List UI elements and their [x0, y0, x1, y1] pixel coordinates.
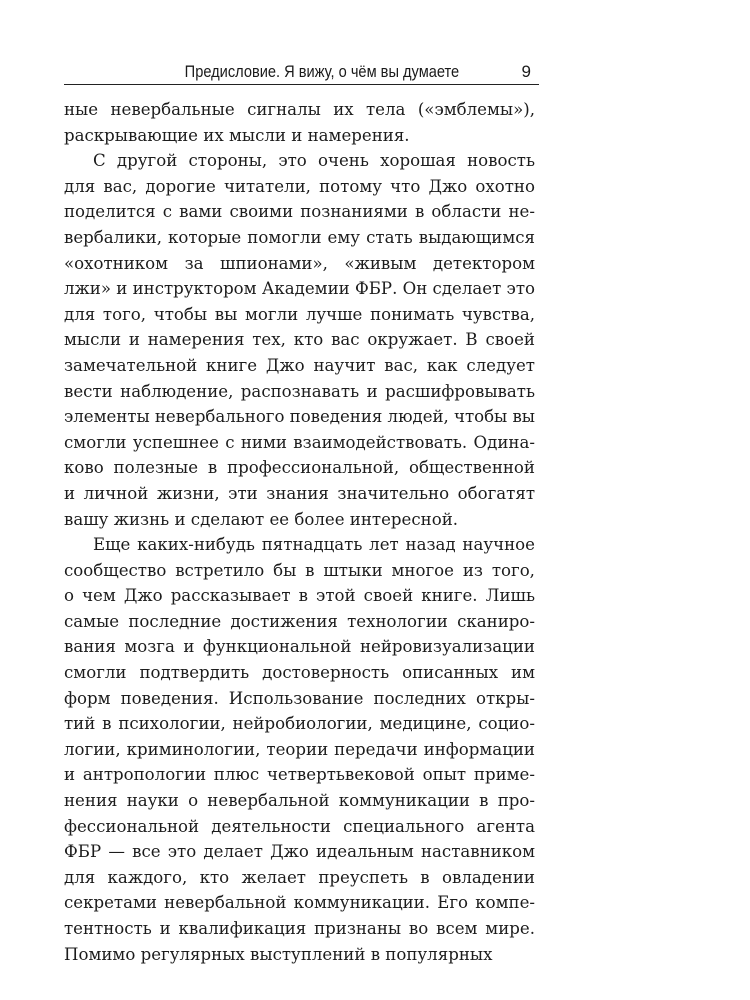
text-line: С другой стороны, это очень хорошая новость: [93, 151, 535, 171]
text-line: вания мозга и функциональной нейровизуализации: [64, 637, 535, 657]
text-line: раскрывающие их мысли и намерения.: [64, 125, 410, 145]
page-number: 9: [521, 62, 531, 81]
text-line: смогли подтвердить достоверность описанных им: [64, 663, 535, 683]
text-line: вербалики, которые помогли ему стать выдающимся: [64, 227, 536, 247]
text-line: и антропологии плюс четвертьвековой опыт приме-: [64, 765, 535, 785]
text-line: форм поведения. Использование последних откры-: [64, 688, 535, 708]
running-title: Предисловие. Я вижу, о чём вы думаете: [184, 62, 459, 81]
text-line: самые последние достижения технологии сканиро-: [64, 611, 535, 631]
text-line: и личной жизни, эти знания значительно обогатят: [64, 483, 536, 503]
body-text: [64, 97, 535, 967]
text-line: фессиональной деятельности специального агента: [64, 816, 535, 836]
text-line: мысли и намерения тех, кто вас окружает. В своей: [64, 330, 535, 350]
text-line: элементы невербального поведения людей, чтобы вы: [64, 407, 535, 427]
text-line: смогли успешнее с ними взаимодействовать. Одина-: [64, 432, 535, 452]
text-line: Еще каких-нибудь пятнадцать лет назад научное: [93, 535, 535, 555]
text-line: вашу жизнь и сделают ее более интересной.: [64, 509, 459, 529]
text-line: поделится с вами своими познаниями в области не-: [64, 202, 535, 222]
text-line: лжи» и инструктором Академии ФБР. Он сделает это: [64, 279, 535, 299]
text-line: сообщество встретило бы в штыки многое из того,: [64, 560, 535, 580]
text-line: нения науки о невербальной коммуникации в про-: [64, 791, 535, 811]
text-line: для каждого, кто желает преуспеть в овладении: [64, 867, 535, 887]
text-line: ФБР — все это делает Джо идеальным наставником: [64, 842, 536, 862]
text-line: секретами невербальной коммуникации. Его компе-: [64, 893, 535, 913]
text-line: логии, криминологии, теории передачи информации: [64, 739, 535, 759]
text-line: для вас, дорогие читатели, потому что Джо охотно: [64, 176, 535, 196]
text-line: «охотником за шпионами», «живым детектором: [64, 253, 535, 273]
text-line: замечательной книге Джо научит вас, как следует: [64, 355, 535, 375]
text-line: ные невербальные сигналы их тела («эмблемы»),: [64, 100, 536, 119]
text-line: вести наблюдение, распознавать и расшифровывать: [64, 381, 536, 401]
text-line: Помимо регулярных выступлений в популярных: [64, 944, 493, 964]
text-line: ково полезные в профессиональной, общественной: [64, 458, 535, 478]
running-header: [64, 58, 539, 85]
text-line: тентность и квалификация признаны во всем мире.: [64, 919, 535, 938]
text-line: о чем Джо рассказывает в этой своей книге. Лишь: [64, 586, 535, 606]
text-line: тий в психологии, нейробиологии, медицине, социо-: [64, 714, 535, 734]
text-line: для того, чтобы вы могли лучше понимать чувства,: [64, 304, 535, 324]
